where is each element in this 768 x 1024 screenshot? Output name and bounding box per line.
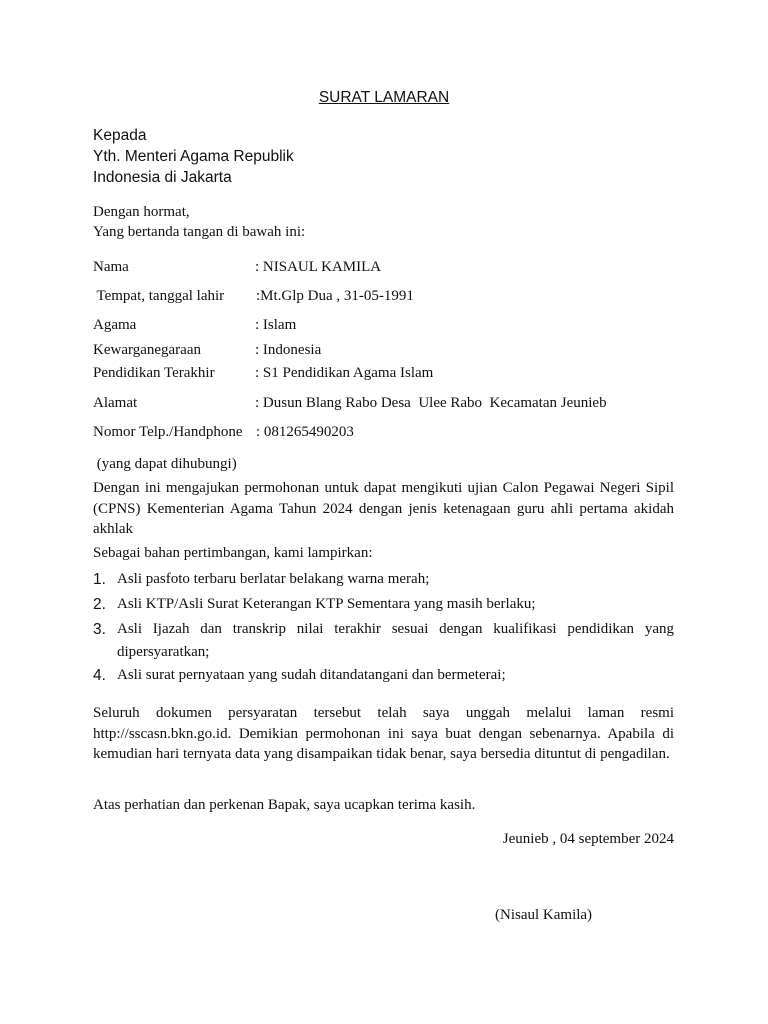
letter-title: SURAT LAMARAN xyxy=(318,89,450,106)
attachment-item: Asli surat pernyataan yang sudah ditandatangani dan bermeterai; xyxy=(117,667,506,683)
thanks-line: Atas perhatian dan perkenan Bapak, saya ucapkan terima kasih. xyxy=(93,797,476,813)
contact-note: (yang dapat dihubungi) xyxy=(93,456,237,472)
recipient-line-2: Yth. Menteri Agama Republik xyxy=(93,148,294,165)
field-value-kewarganegaraan: : Indonesia xyxy=(255,342,322,358)
attachment-item: Asli KTP/Asli Surat Keterangan KTP Sementara yang masih berlaku; xyxy=(117,596,536,612)
field-label-agama: Agama xyxy=(93,317,137,333)
recipient-line-1: Kepada xyxy=(93,127,147,144)
attachment-number: 4. xyxy=(93,667,106,684)
place-date: Jeunieb , 04 september 2024 xyxy=(502,831,674,847)
attachment-number: 2. xyxy=(93,596,106,613)
field-value-nama: : NISAUL KAMILA xyxy=(255,259,382,275)
field-value-tempat-tanggal-lahir: :Mt.Glp Dua , 31-05-1991 xyxy=(256,288,414,304)
field-label-telepon: Nomor Telp./Handphone xyxy=(93,424,243,440)
attachment-item: Asli pasfoto terbaru berlatar belakang warna merah; xyxy=(117,571,430,587)
attachments-intro: Sebagai bahan pertimbangan, kami lampirkan: xyxy=(93,545,373,561)
attachment-number: 1. xyxy=(93,571,106,588)
field-label-alamat: Alamat xyxy=(93,395,138,411)
attachment-item: Asli Ijazah dan transkrip nilai terakhir sesuai dengan kualifikasi pendidikan yang dipersyaratkan; xyxy=(117,621,674,660)
field-value-pendidikan: : S1 Pendidikan Agama Islam xyxy=(255,365,434,381)
field-value-telepon: : 081265490203 xyxy=(256,424,354,440)
greeting: Dengan hormat, xyxy=(93,204,190,220)
request-paragraph: Dengan ini mengajukan permohonan untuk dapat mengikuti ujian Calon Pegawai Negeri Sipil (CPNS) Kementerian Agama Tahun 2024 dengan jenis ketenagaan guru ahli pertama akidah akhlak xyxy=(93,480,674,537)
field-label-nama: Nama xyxy=(93,259,129,275)
field-label-pendidikan: Pendidikan Terakhir xyxy=(93,365,215,381)
attachment-number: 3. xyxy=(93,621,106,638)
field-label-kewarganegaraan: Kewarganegaraan xyxy=(93,342,201,358)
closing-paragraph: Seluruh dokumen persyaratan tersebut telah saya unggah melalui laman resmi http://sscasn.bkn.go.id. Demikian permohonan ini saya buat dengan sebenarnya. Apabila di kemudian hari ternyata data yang disampaikan tidak benar, saya bersedia dituntut di pengadilan. xyxy=(93,705,674,762)
signature-name: (Nisaul Kamila) xyxy=(495,907,593,923)
field-value-alamat: : Dusun Blang Rabo Desa Ulee Rabo Kecamatan Jeunieb xyxy=(255,395,607,411)
field-value-agama: : Islam xyxy=(255,317,297,333)
field-label-tempat-tanggal-lahir: Tempat, tanggal lahir xyxy=(93,288,225,304)
recipient-line-3: Indonesia di Jakarta xyxy=(93,169,232,186)
intro-line: Yang bertanda tangan di bawah ini: xyxy=(93,224,306,240)
